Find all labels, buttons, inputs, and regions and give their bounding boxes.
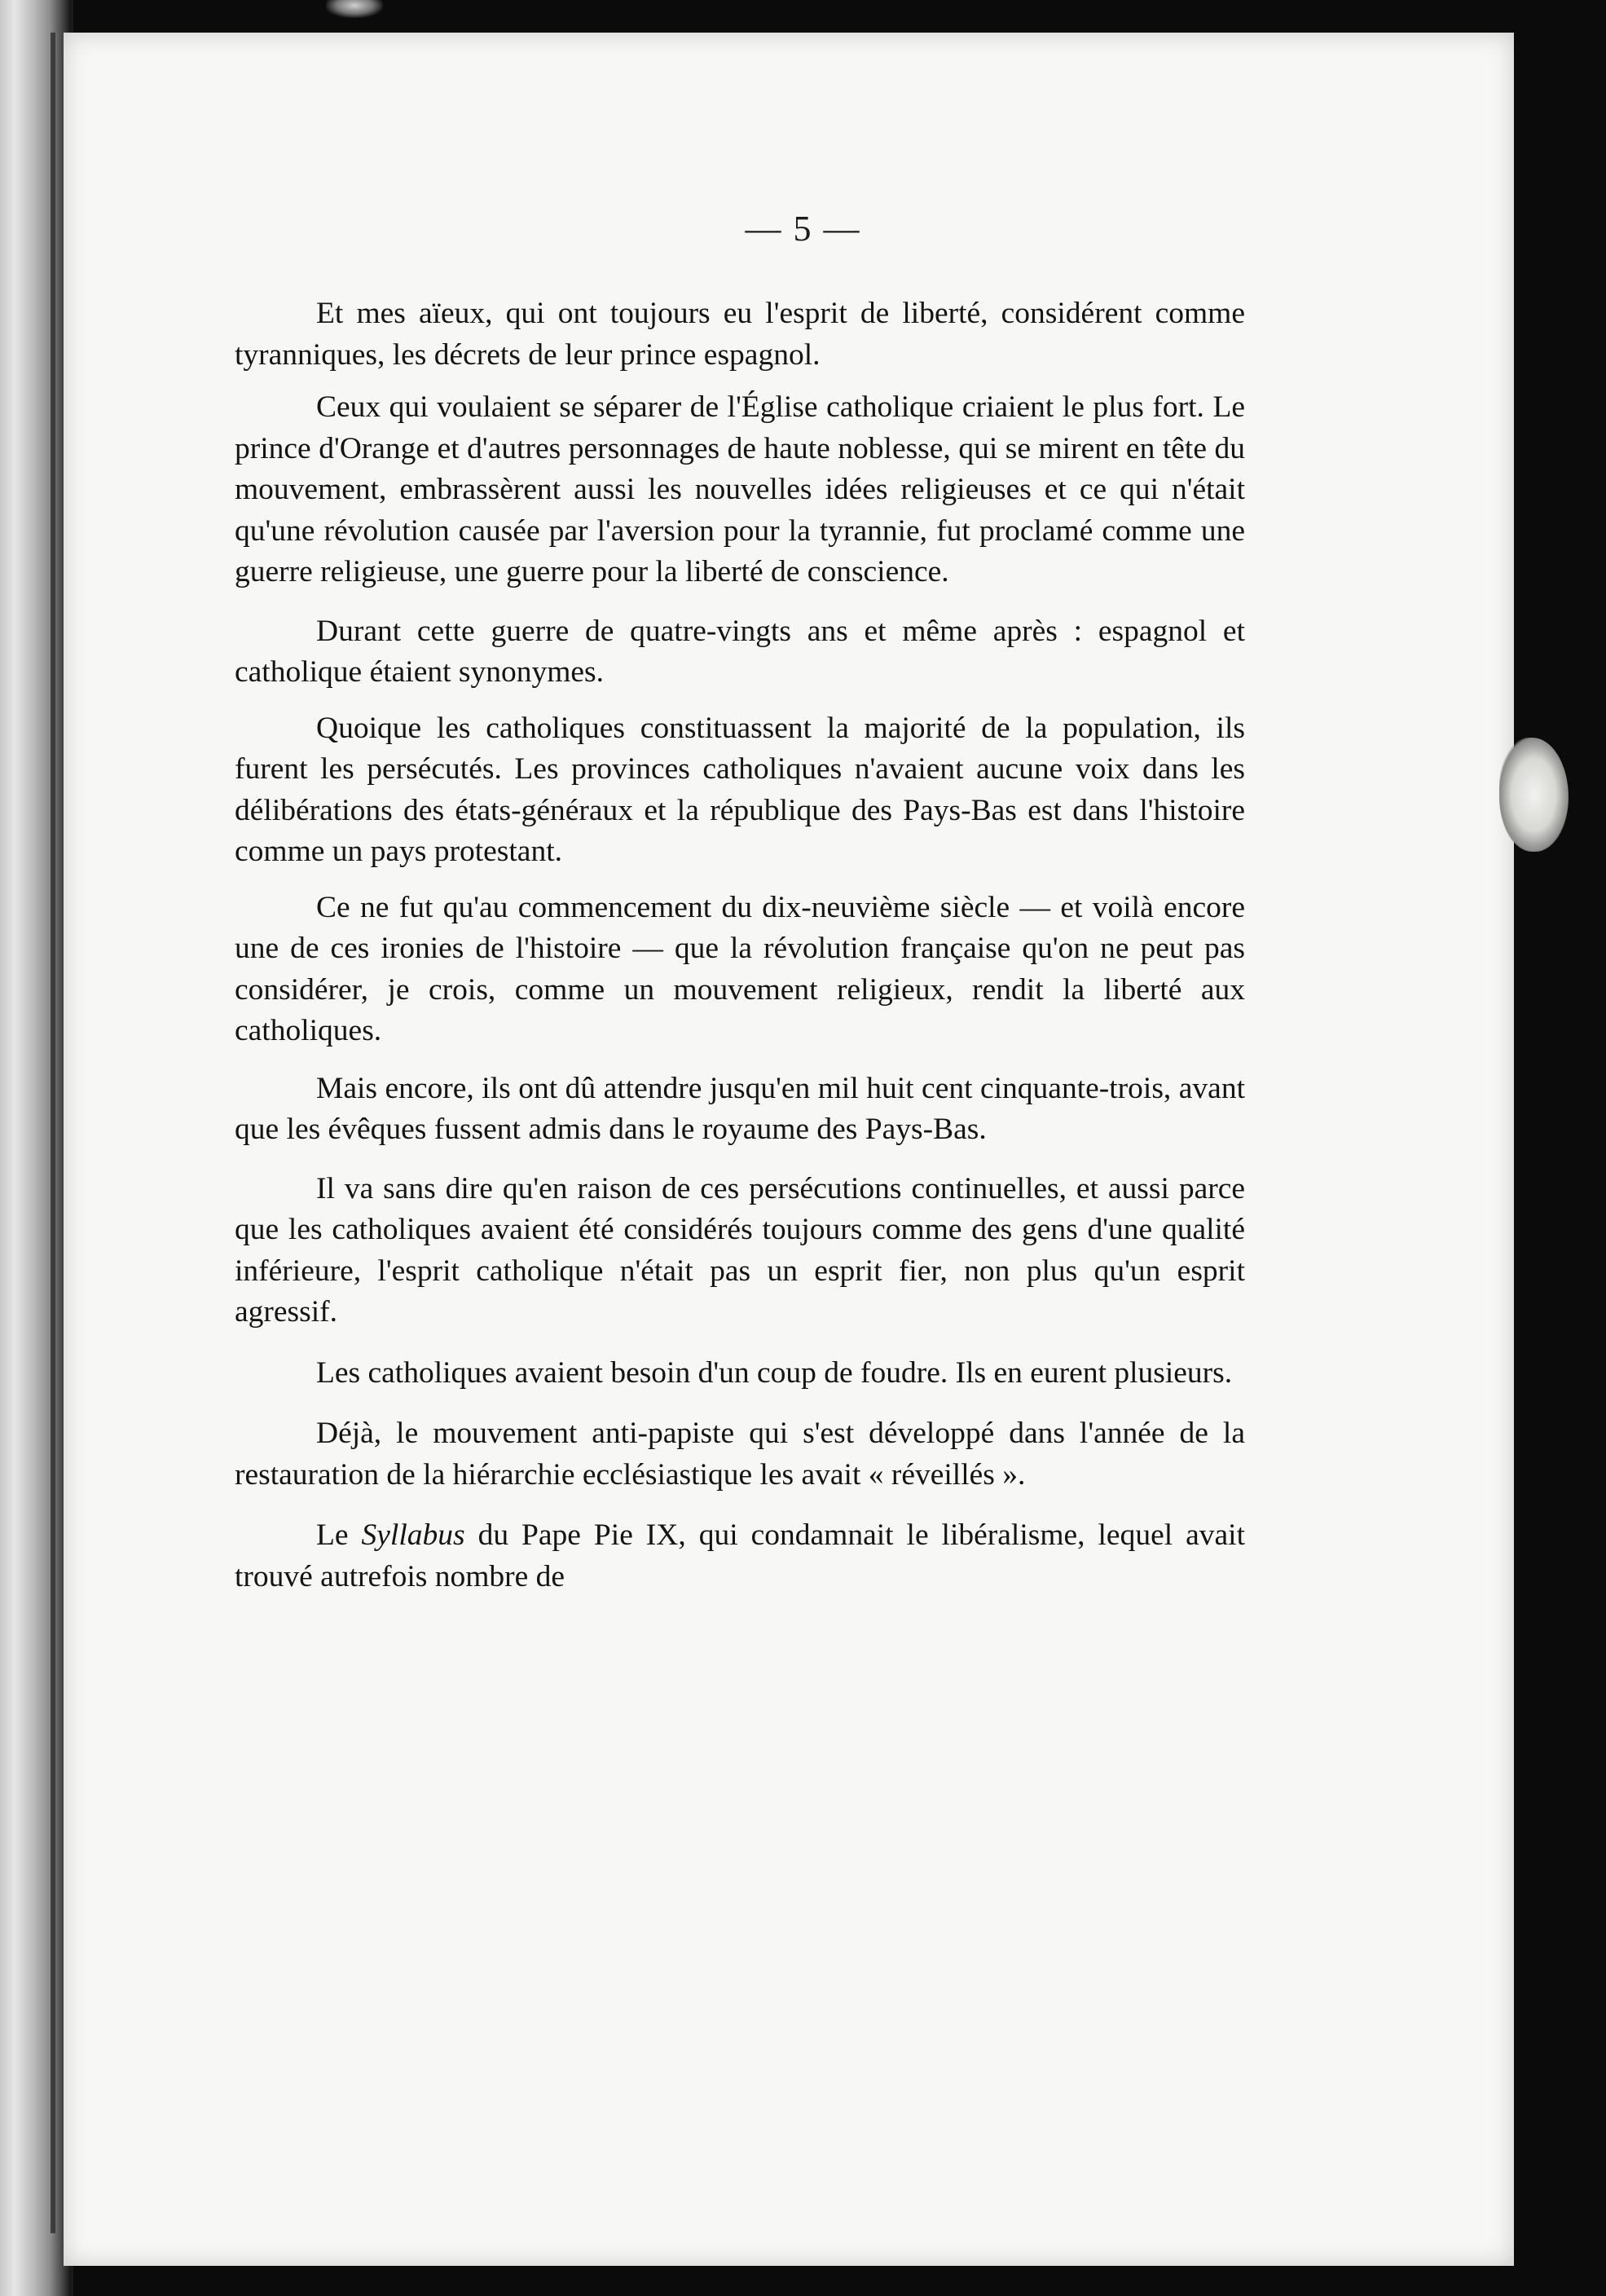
scan-border-left: [0, 0, 73, 2296]
paragraph-10-prefix: Le: [316, 1518, 362, 1552]
paragraph-3: Durant cette guerre de quatre-vingts ans et même après : espagnol et catholique étaient synonymes.: [235, 614, 1245, 689]
paragraph-5: Ce ne fut qu'au commencement du dix-neuvième siècle — et voilà encore une de ces ironies de l'histoire — que la révolution française qu'on ne peut pas considérer, je crois, comme un mouvement religieux, rendit la liberté aux catholiques.: [235, 890, 1245, 1047]
page-number: — 5 —: [745, 209, 861, 249]
paragraph-7: Il va sans dire qu'en raison de ces persécutions continuelles, et aussi parce que les catholiques avaient été considérés toujours comme des gens d'une qualité inférieure, l'esprit catholique n'était pas un esprit fier, non plus qu'un esprit agressif.: [235, 1171, 1245, 1329]
scan-speck: [326, 0, 383, 18]
syllabus-title: Syllabus: [361, 1518, 465, 1552]
paragraph-9: Déjà, le mouvement anti-papiste qui s'est développé dans l'année de la restauration de la hiérarchie ecclésiastique les avait « réveillés ».: [235, 1417, 1245, 1492]
paragraph-10-suffix: du Pape Pie IX, qui condamnait le libéralisme, lequel avait trouvé autrefois nombre de: [235, 1518, 1245, 1593]
paragraph-10: [235, 1515, 1245, 1598]
paragraph-6: Mais encore, ils ont dû attendre jusqu'en mil huit cent cinquante-trois, avant que les évêques fussent admis dans le royaume des Pays-Bas.: [235, 1071, 1245, 1146]
paragraph-1: Et mes aïeux, qui ont toujours eu l'esprit de liberté, considérent comme tyranniques, les décrets de leur prince espagnol.: [235, 297, 1245, 372]
paragraph-2: Ceux qui voulaient se séparer de l'Église catholique criaient le plus fort. Le prince d'Orange et d'autres personnages de haute noblesse, qui se mirent en tête du mouvement, embrassèrent aussi les nouvelles idées religieuses et ce qui n'était qu'une révolution causée par l'aversion pour la tyrannie, fut proclamé comme une guerre religieuse, une guerre pour la liberté de conscience.: [235, 390, 1245, 588]
paper-damage-spot: [1499, 738, 1569, 852]
paragraph-4: Quoique les catholiques constituassent la majorité de la population, ils furent les persécutés. Les provinces catholiques n'avaient aucune voix dans les délibérations des états-généraux et la république des Pays-Bas est dans l'histoire comme un pays protestant.: [235, 711, 1245, 868]
paragraph-8: Les catholiques avaient besoin d'un coup de foudre. Ils en eurent plusieurs.: [316, 1355, 1233, 1390]
body-text: [235, 293, 1245, 1598]
